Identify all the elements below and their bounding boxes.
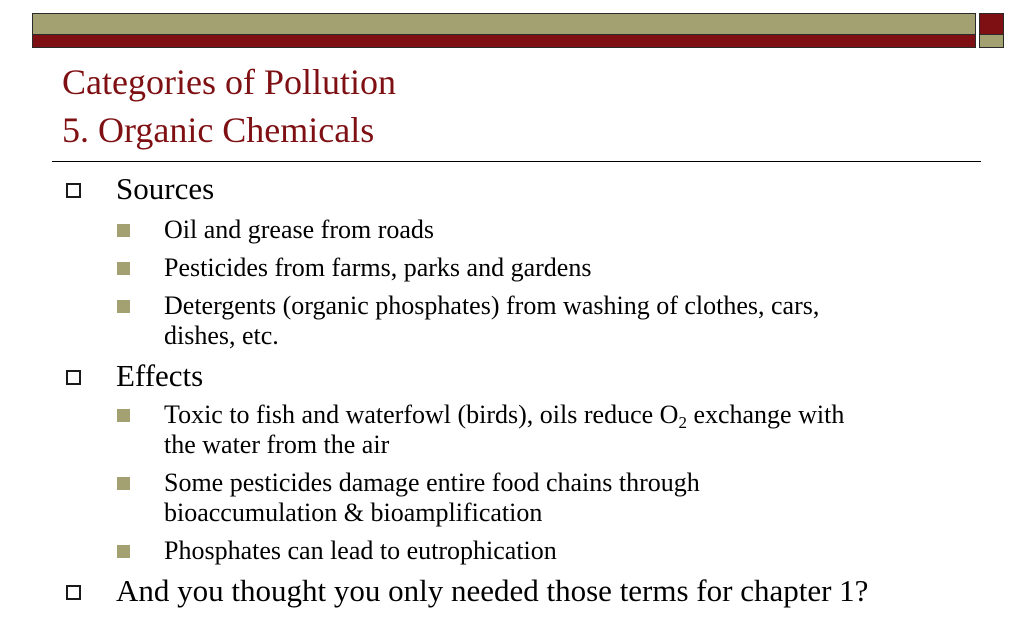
filled-square-bullet-icon (117, 300, 130, 313)
header-corner-maroon (979, 13, 1004, 35)
sub-bullet-text-line1: Some pesticides damage entire food chains through (164, 468, 700, 497)
sub-bullet-text-line2: dishes, etc. (164, 321, 279, 350)
bullet-sources-text: Sources (116, 171, 215, 206)
hollow-square-bullet-icon (66, 585, 81, 600)
filled-square-bullet-icon (117, 545, 130, 558)
o2-subscript: 2 (678, 413, 687, 432)
sub-bullet-toxic (164, 400, 844, 460)
sub-bullet-phosphates (164, 536, 557, 566)
toxic-text-after: exchange with (686, 400, 845, 429)
header-band-maroon (32, 35, 976, 48)
sub-bullet-text: Phosphates can lead to eutrophication (164, 536, 557, 565)
header-corner-olive (979, 35, 1004, 48)
slide-title-line2: 5. Organic Chemicals (62, 110, 375, 150)
bullet-chapter-question-text: And you thought you only needed those terms for chapter 1? (116, 573, 869, 608)
slide-title-line1: Categories of Pollution (62, 62, 396, 102)
hollow-square-bullet-icon (66, 370, 81, 385)
sub-bullet-text: Oil and grease from roads (164, 215, 435, 244)
hollow-square-bullet-icon (66, 183, 81, 198)
bullet-chapter-question (116, 573, 868, 609)
filled-square-bullet-icon (117, 409, 130, 422)
sub-bullet-oil (164, 215, 434, 245)
sub-bullet-detergents (164, 291, 819, 351)
sub-bullet-text-line2: bioaccumulation & bioamplification (164, 498, 543, 527)
sub-bullet-text-line1 (164, 400, 844, 430)
slide-title (62, 58, 396, 154)
bullet-sources (116, 171, 214, 207)
sub-bullet-text-line1: Detergents (organic phosphates) from washing of clothes, cars, (164, 291, 820, 320)
filled-square-bullet-icon (117, 477, 130, 490)
toxic-text-before: Toxic to fish and waterfowl (birds), oils reduce O (164, 400, 679, 429)
sub-bullet-pesticides (164, 253, 591, 283)
sub-bullet-text: Pesticides from farms, parks and gardens (164, 253, 592, 282)
sub-bullet-text-line2: the water from the air (164, 430, 390, 459)
header-band-olive (32, 13, 976, 35)
title-divider (52, 161, 981, 162)
bullet-effects-text: Effects (116, 358, 204, 393)
filled-square-bullet-icon (117, 224, 130, 237)
bullet-effects (116, 358, 203, 394)
sub-bullet-food-chains (164, 468, 700, 528)
filled-square-bullet-icon (117, 262, 130, 275)
